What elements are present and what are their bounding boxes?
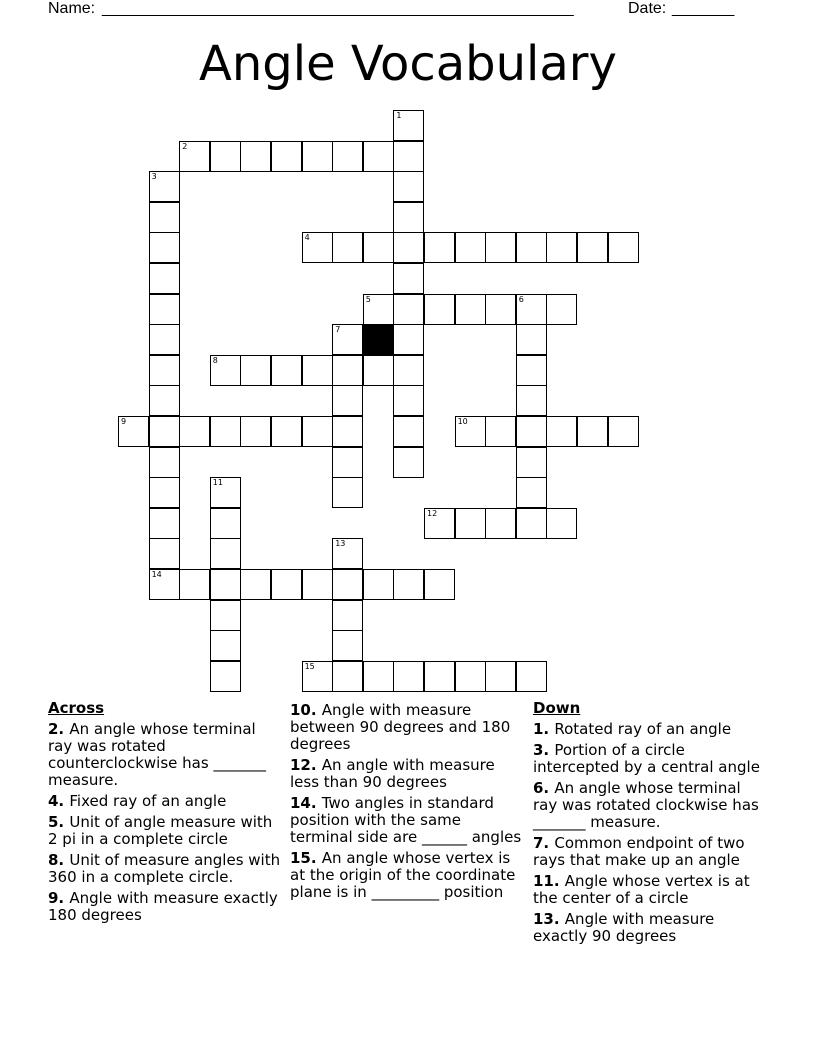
crossword-cell[interactable]	[149, 416, 180, 447]
date-blank[interactable]: _______	[672, 0, 735, 17]
crossword-cell[interactable]	[516, 661, 547, 692]
crossword-cell[interactable]	[393, 569, 424, 600]
crossword-cell[interactable]	[302, 141, 333, 172]
crossword-cell[interactable]	[240, 569, 271, 600]
crossword-cell[interactable]	[149, 294, 180, 325]
down-clue	[533, 721, 769, 738]
clue-text: An angle with measure less than 90 degrees	[290, 756, 495, 791]
clue-number: 14	[151, 570, 162, 579]
clue-number-label: 12.	[290, 756, 322, 774]
across-clue	[290, 795, 526, 846]
down-clue	[533, 873, 769, 907]
crossword-cell[interactable]	[516, 416, 547, 447]
clue-number: 8	[212, 355, 218, 365]
crossword-cell[interactable]	[485, 661, 516, 692]
crossword-cell[interactable]	[516, 508, 547, 539]
crossword-cell[interactable]	[149, 447, 180, 478]
clue-text: Portion of a circle intercepted by a central angle	[533, 741, 760, 776]
clue-number-label: 2.	[48, 720, 70, 738]
clue-number-label: 5.	[48, 813, 70, 831]
crossword-cell[interactable]	[393, 141, 424, 172]
crossword-cell[interactable]	[332, 538, 363, 569]
crossword-cell[interactable]	[240, 141, 271, 172]
crossword-cell[interactable]	[332, 232, 363, 263]
clue-text: Angle with measure exactly 90 degrees	[533, 910, 715, 945]
crossword-cell[interactable]	[149, 263, 180, 294]
crossword-cell[interactable]	[546, 416, 577, 447]
crossword-cell[interactable]	[210, 538, 241, 569]
crossword-cell[interactable]	[455, 416, 486, 447]
crossword-cell[interactable]	[393, 232, 424, 263]
clue-number: 9	[121, 417, 127, 426]
clue-number-label: 6.	[533, 779, 555, 797]
crossword-cell[interactable]	[149, 324, 180, 355]
crossword-cell[interactable]	[149, 569, 180, 600]
down-clues-column	[533, 700, 769, 949]
crossword-cell[interactable]	[516, 232, 547, 263]
clue-text: Common endpoint of two rays that make up an angle	[533, 834, 745, 869]
across-clue	[290, 850, 526, 901]
down-clue	[533, 742, 769, 776]
crossword-cell[interactable]	[424, 294, 455, 325]
across-clue	[48, 793, 284, 810]
clue-number-label: 7.	[533, 834, 555, 852]
crossword-cell[interactable]	[210, 661, 241, 692]
crossword-cell[interactable]	[271, 416, 302, 447]
clue-number-label: 11.	[533, 872, 565, 890]
clue-text: Angle whose vertex is at the center of a circle	[533, 872, 750, 907]
clue-text: Fixed ray of an angle	[69, 792, 227, 810]
clue-text: An angle whose terminal ray was rotated clockwise has _______ measure.	[533, 779, 759, 831]
crossword-cell[interactable]	[271, 569, 302, 600]
crossword-cell[interactable]	[363, 232, 394, 263]
crossword-cell[interactable]	[455, 661, 486, 692]
clue-number-label: 13.	[533, 910, 565, 928]
crossword-cell[interactable]	[118, 416, 149, 447]
crossword-cell[interactable]	[516, 355, 547, 386]
clue-text: Rotated ray of an angle	[554, 720, 732, 738]
crossword-cell[interactable]	[485, 416, 516, 447]
clue-number-label: 8.	[48, 851, 70, 869]
crossword-cell[interactable]	[516, 385, 547, 416]
crossword-cell[interactable]	[179, 141, 210, 172]
clue-number-label: 14.	[290, 794, 322, 812]
name-blank[interactable]: _____________________________________________________	[102, 0, 574, 17]
clue-text: An angle whose terminal ray was rotated counterclockwise has _______ measure.	[48, 720, 266, 789]
across-clue	[48, 814, 284, 848]
crossword-cell[interactable]	[363, 141, 394, 172]
crossword-cell[interactable]	[240, 355, 271, 386]
crossword-cell[interactable]	[302, 569, 333, 600]
crossword-cell[interactable]	[149, 171, 180, 202]
crossword-cell[interactable]	[424, 508, 455, 539]
across-clue	[48, 890, 284, 924]
crossword-cell[interactable]	[149, 538, 180, 569]
clue-number: 6	[518, 294, 524, 304]
crossword-cell[interactable]	[149, 477, 180, 508]
clue-number: 15	[304, 661, 315, 671]
crossword-cell[interactable]	[271, 141, 302, 172]
clue-text: Unit of angle measure with 2 pi in a complete circle	[48, 813, 273, 848]
crossword-cell[interactable]	[332, 355, 363, 386]
across-heading: Across	[48, 699, 105, 717]
crossword-cell[interactable]	[608, 416, 639, 447]
crossword-cell[interactable]	[302, 355, 333, 386]
clue-number: 5	[365, 294, 371, 304]
crossword-cell[interactable]	[393, 385, 424, 416]
crossword-cell[interactable]	[179, 569, 210, 600]
down-clue	[533, 835, 769, 869]
crossword-cell[interactable]	[240, 416, 271, 447]
crossword-cell[interactable]	[332, 416, 363, 447]
crossword-cell[interactable]	[546, 232, 577, 263]
crossword-cell[interactable]	[424, 661, 455, 692]
crossword-cell[interactable]	[302, 661, 333, 692]
crossword-cell[interactable]	[179, 416, 210, 447]
clue-number: 3	[151, 172, 157, 182]
crossword-cell[interactable]	[149, 202, 180, 233]
date-label: Date:	[628, 0, 667, 17]
crossword-cell[interactable]	[546, 508, 577, 539]
crossword-cell[interactable]	[363, 569, 394, 600]
clue-text: Angle with measure between 90 degrees and 180 degrees	[290, 701, 511, 753]
page-title: Angle Vocabulary	[199, 36, 617, 92]
crossword-cell[interactable]	[363, 661, 394, 692]
clue-number: 4	[304, 233, 310, 243]
crossword-cell[interactable]	[485, 508, 516, 539]
across-clue	[290, 702, 526, 753]
crossword-cell[interactable]	[332, 600, 363, 631]
name-label: Name:	[48, 0, 96, 17]
crossword-cell[interactable]	[485, 232, 516, 263]
crossword-cell[interactable]	[332, 569, 363, 600]
clue-number: 12	[427, 508, 438, 518]
clue-number: 2	[182, 141, 188, 151]
crossword-cell[interactable]	[393, 263, 424, 294]
crossword-cell[interactable]	[393, 110, 424, 141]
crossword-cell[interactable]	[455, 232, 486, 263]
black-square	[363, 324, 394, 355]
clue-number-label: 1.	[533, 720, 555, 738]
clue-text: Angle with measure exactly 180 degrees	[48, 889, 278, 924]
clue-number-label: 15.	[290, 849, 322, 867]
crossword-cell[interactable]	[332, 661, 363, 692]
crossword-cell[interactable]	[210, 355, 241, 386]
crossword-cell[interactable]	[210, 477, 241, 508]
crossword-cell[interactable]	[302, 232, 333, 263]
across-clue	[48, 721, 284, 789]
clue-number: 1	[396, 111, 402, 120]
clue-number: 10	[457, 417, 468, 426]
across-clues-column-2	[290, 702, 526, 905]
crossword-cell[interactable]	[332, 630, 363, 661]
crossword-cell[interactable]	[393, 355, 424, 386]
down-clue	[533, 911, 769, 945]
crossword-cell[interactable]	[393, 294, 424, 325]
down-clue	[533, 780, 769, 831]
crossword-cell[interactable]	[332, 141, 363, 172]
crossword-cell[interactable]	[210, 416, 241, 447]
crossword-cell[interactable]	[393, 324, 424, 355]
crossword-cell[interactable]	[516, 447, 547, 478]
clue-number-label: 3.	[533, 741, 555, 759]
across-clue	[290, 757, 526, 791]
clue-number: 13	[335, 539, 346, 549]
clue-number-label: 4.	[48, 792, 70, 810]
crossword-cell[interactable]	[210, 569, 241, 600]
crossword-cell[interactable]	[424, 232, 455, 263]
crossword-cell[interactable]	[149, 385, 180, 416]
crossword-cell[interactable]	[455, 294, 486, 325]
clue-number: 7	[335, 325, 341, 335]
crossword-cell[interactable]	[393, 171, 424, 202]
crossword-cell[interactable]	[332, 447, 363, 478]
crossword-cell[interactable]	[608, 232, 639, 263]
crossword-cell[interactable]	[332, 477, 363, 508]
crossword-cell[interactable]	[210, 141, 241, 172]
crossword-cell[interactable]	[577, 416, 608, 447]
crossword-cell[interactable]	[271, 355, 302, 386]
clue-number-label: 9.	[48, 889, 70, 907]
crossword-cell[interactable]	[516, 477, 547, 508]
across-clue	[48, 852, 284, 886]
crossword-cell[interactable]	[363, 294, 394, 325]
crossword-cell[interactable]	[393, 202, 424, 233]
crossword-cell[interactable]	[302, 416, 333, 447]
down-heading: Down	[533, 699, 581, 717]
crossword-cell[interactable]	[393, 447, 424, 478]
crossword-cell[interactable]	[393, 416, 424, 447]
crossword-cell[interactable]	[577, 232, 608, 263]
crossword-cell[interactable]	[485, 294, 516, 325]
clue-text: Unit of measure angles with 360 in a complete circle.	[48, 851, 281, 886]
clue-text: Two angles in standard position with the same terminal side are ______ angles	[290, 794, 522, 846]
crossword-cell[interactable]	[455, 508, 486, 539]
clue-number: 11	[212, 478, 223, 488]
crossword-cell[interactable]	[424, 569, 455, 600]
crossword-cell[interactable]	[546, 294, 577, 325]
crossword-cell[interactable]	[149, 508, 180, 539]
clue-number-label: 10.	[290, 701, 322, 719]
crossword-cell[interactable]	[393, 661, 424, 692]
across-clues-column-1	[48, 700, 284, 928]
clue-text: An angle whose vertex is at the origin of the coordinate plane is in _________ position	[290, 849, 516, 901]
crossword-cell[interactable]	[149, 355, 180, 386]
crossword-cell[interactable]	[332, 324, 363, 355]
crossword-cell[interactable]	[210, 630, 241, 661]
crossword-cell[interactable]	[210, 508, 241, 539]
crossword-cell[interactable]	[516, 294, 547, 325]
crossword-cell[interactable]	[149, 232, 180, 263]
crossword-cell[interactable]	[210, 600, 241, 631]
crossword-cell[interactable]	[363, 355, 394, 386]
crossword-cell[interactable]	[516, 324, 547, 355]
crossword-cell[interactable]	[332, 385, 363, 416]
